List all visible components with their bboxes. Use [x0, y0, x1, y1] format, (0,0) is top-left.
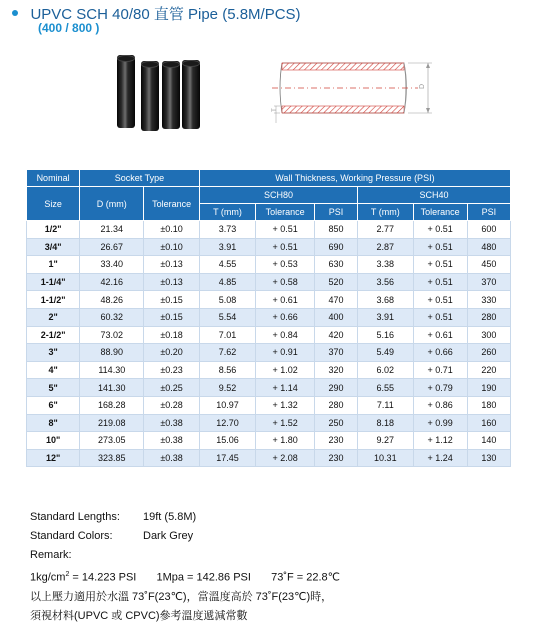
cell-size: 1-1/4": [27, 273, 80, 291]
cell-d-mm: 114.30: [80, 361, 144, 379]
cell-d-tolerance: ±0.38: [144, 432, 199, 450]
header-nominal: Nominal: [27, 170, 80, 187]
header-sch80-tolerance: Tolerance: [256, 204, 315, 221]
cell-d-tolerance: ±0.13: [144, 256, 199, 274]
cell-sch80-psi: 320: [314, 361, 357, 379]
cell-d-mm: 21.34: [80, 221, 144, 239]
cell-size: 6": [27, 396, 80, 414]
remark-label: Remark:: [30, 549, 72, 561]
page-title: UPVC SCH 40/80 直管 Pipe (5.8M/PCS): [30, 6, 301, 23]
cell-sch80-t: 3.91: [199, 238, 255, 256]
cell-d-mm: 88.90: [80, 344, 144, 362]
cell-size: 5": [27, 379, 80, 397]
cell-sch40-psi: 370: [467, 273, 510, 291]
cell-sch80-psi: 470: [314, 291, 357, 309]
cell-sch80-psi: 400: [314, 308, 357, 326]
table-row: [27, 361, 511, 379]
header-d-tolerance: Tolerance: [144, 187, 199, 221]
cell-sch40-psi: 600: [467, 221, 510, 239]
cell-sch80-psi: 850: [314, 221, 357, 239]
header-sch80-psi: PSI: [314, 204, 357, 221]
cell-sch40-tolerance: + 0.66: [413, 344, 467, 362]
cell-sch80-psi: 420: [314, 326, 357, 344]
cell-sch80-t: 10.97: [199, 396, 255, 414]
pipe-icon: [141, 61, 159, 131]
conversion-mpa: 1Mpa = 142.86 PSI: [156, 571, 251, 584]
conversion-kg-suffix: = 14.223 PSI: [69, 571, 137, 584]
pipe-icon: [182, 60, 200, 129]
header-sch80-t: T (mm): [199, 204, 255, 221]
cell-d-mm: 323.85: [80, 449, 144, 467]
cell-d-tolerance: ±0.23: [144, 361, 199, 379]
cell-sch80-tolerance: + 0.53: [256, 256, 315, 274]
cell-sch40-psi: 160: [467, 414, 510, 432]
table-row: [27, 396, 511, 414]
cell-sch40-t: 3.38: [358, 256, 413, 274]
cell-sch40-psi: 220: [467, 361, 510, 379]
cell-d-tolerance: ±0.18: [144, 326, 199, 344]
header-size: Size: [27, 187, 80, 221]
table-row: [27, 432, 511, 450]
cell-sch80-tolerance: + 1.80: [256, 432, 315, 450]
cell-sch40-psi: 140: [467, 432, 510, 450]
cell-sch80-psi: 230: [314, 432, 357, 450]
cell-sch40-t: 6.02: [358, 361, 413, 379]
cell-d-mm: 33.40: [80, 256, 144, 274]
page-subtitle: (400 / 800 ): [38, 21, 100, 35]
header-sch40-tolerance: Tolerance: [413, 204, 467, 221]
cell-d-tolerance: ±0.25: [144, 379, 199, 397]
cell-size: 4": [27, 361, 80, 379]
cell-sch80-tolerance: + 1.52: [256, 414, 315, 432]
cell-size: 1/2": [27, 221, 80, 239]
cell-d-tolerance: ±0.13: [144, 273, 199, 291]
header-sch40: SCH40: [358, 187, 511, 204]
cell-size: 1": [27, 256, 80, 274]
cell-sch40-t: 9.27: [358, 432, 413, 450]
cell-sch40-tolerance: + 0.51: [413, 221, 467, 239]
table-row: [27, 326, 511, 344]
cell-sch40-psi: 330: [467, 291, 510, 309]
cell-sch40-tolerance: + 0.79: [413, 379, 467, 397]
cell-sch80-tolerance: + 0.51: [256, 221, 315, 239]
cell-sch80-t: 4.55: [199, 256, 255, 274]
header-sch80: SCH80: [199, 187, 357, 204]
cell-sch80-t: 12.70: [199, 414, 255, 432]
cell-sch80-t: 3.73: [199, 221, 255, 239]
cell-sch40-psi: 300: [467, 326, 510, 344]
conversion-row: [30, 565, 340, 588]
cell-size: 3": [27, 344, 80, 362]
cell-d-mm: 219.08: [80, 414, 144, 432]
cell-sch80-tolerance: + 0.58: [256, 273, 315, 291]
cell-sch40-tolerance: + 0.71: [413, 361, 467, 379]
cell-sch40-tolerance: + 0.51: [413, 291, 467, 309]
notes-section: [30, 508, 340, 626]
cell-sch40-t: 3.56: [358, 273, 413, 291]
cell-d-mm: 273.05: [80, 432, 144, 450]
cell-d-tolerance: ±0.28: [144, 396, 199, 414]
cell-d-tolerance: ±0.15: [144, 291, 199, 309]
cell-sch40-tolerance: + 0.51: [413, 273, 467, 291]
cell-sch40-t: 2.77: [358, 221, 413, 239]
cell-sch40-psi: 280: [467, 308, 510, 326]
table-row: [27, 273, 511, 291]
table-row: [27, 238, 511, 256]
pipe-section-diagram: [268, 55, 438, 130]
pressure-note-line-2: 須視材料(UPVC 或 CPVC)參考溫度遞減常數: [30, 609, 248, 622]
conversion-kg-sup: 2: [65, 571, 70, 578]
header-socket-type: Socket Type: [80, 170, 200, 187]
standard-colors-value: Dark Grey: [143, 530, 194, 542]
cell-sch80-t: 5.08: [199, 291, 255, 309]
table-row: [27, 379, 511, 397]
table-row: [27, 256, 511, 274]
cell-sch80-tolerance: + 1.02: [256, 361, 315, 379]
standard-lengths-label: Standard Lengths:: [30, 511, 120, 523]
cell-sch40-t: 3.68: [358, 291, 413, 309]
cell-sch40-psi: 450: [467, 256, 510, 274]
cell-sch80-t: 4.85: [199, 273, 255, 291]
cell-sch80-t: 8.56: [199, 361, 255, 379]
cell-size: 3/4": [27, 238, 80, 256]
cell-d-tolerance: ±0.20: [144, 344, 199, 362]
cell-sch80-tolerance: + 0.91: [256, 344, 315, 362]
table-row: [27, 308, 511, 326]
cell-sch40-psi: 180: [467, 396, 510, 414]
conversion-temp: 73˚F = 22.8℃: [271, 571, 340, 584]
header-sch40-t: T (mm): [358, 204, 413, 221]
cell-sch80-psi: 250: [314, 414, 357, 432]
cell-sch40-psi: 480: [467, 238, 510, 256]
cell-sch80-t: 9.52: [199, 379, 255, 397]
cell-sch80-psi: 520: [314, 273, 357, 291]
header-d-mm: D (mm): [80, 187, 144, 221]
cell-sch80-psi: 690: [314, 238, 357, 256]
cell-sch40-t: 7.11: [358, 396, 413, 414]
cell-sch40-tolerance: + 0.51: [413, 256, 467, 274]
bullet-icon: [12, 10, 18, 16]
cell-sch40-tolerance: + 0.51: [413, 238, 467, 256]
cell-sch40-psi: 260: [467, 344, 510, 362]
standard-colors-label: Standard Colors:: [30, 530, 113, 542]
cell-d-mm: 141.30: [80, 379, 144, 397]
cell-d-tolerance: ±0.10: [144, 238, 199, 256]
cell-sch80-psi: 370: [314, 344, 357, 362]
cell-sch80-tolerance: + 2.08: [256, 449, 315, 467]
cell-sch80-t: 17.45: [199, 449, 255, 467]
cell-sch40-psi: 190: [467, 379, 510, 397]
cell-d-mm: 42.16: [80, 273, 144, 291]
cell-d-tolerance: ±0.38: [144, 449, 199, 467]
cell-d-tolerance: ±0.15: [144, 308, 199, 326]
header-sch40-psi: PSI: [467, 204, 510, 221]
standard-lengths-value: 19ft (5.8M): [143, 511, 197, 523]
cell-sch80-psi: 280: [314, 396, 357, 414]
cell-sch80-tolerance: + 0.84: [256, 326, 315, 344]
cell-sch80-tolerance: + 1.32: [256, 396, 315, 414]
table-row: [27, 449, 511, 467]
cell-sch40-t: 10.31: [358, 449, 413, 467]
spec-table-body: [27, 221, 511, 467]
conversion-kg-prefix: 1kg/cm: [30, 571, 66, 584]
cell-size: 10": [27, 432, 80, 450]
cell-d-tolerance: ±0.10: [144, 221, 199, 239]
cell-d-mm: 60.32: [80, 308, 144, 326]
cell-sch40-tolerance: + 0.99: [413, 414, 467, 432]
table-row: [27, 221, 511, 239]
cell-size: 2": [27, 308, 80, 326]
cell-sch80-tolerance: + 0.66: [256, 308, 315, 326]
cell-sch80-tolerance: + 0.61: [256, 291, 315, 309]
header-wall-thickness: Wall Thickness, Working Pressure (PSI): [199, 170, 510, 187]
table-row: [27, 344, 511, 362]
cell-sch80-t: 7.62: [199, 344, 255, 362]
diagram-d-label: D: [419, 83, 427, 90]
table-row: [27, 291, 511, 309]
table-row: [27, 414, 511, 432]
cell-size: 1-1/2": [27, 291, 80, 309]
cell-sch80-t: 15.06: [199, 432, 255, 450]
standard-colors-row: [30, 527, 340, 546]
cell-sch40-tolerance: + 0.61: [413, 326, 467, 344]
cell-sch80-tolerance: + 1.14: [256, 379, 315, 397]
cell-d-tolerance: ±0.38: [144, 414, 199, 432]
cell-sch40-tolerance: + 0.86: [413, 396, 467, 414]
cell-size: 8": [27, 414, 80, 432]
cell-sch80-t: 5.54: [199, 308, 255, 326]
cell-sch40-t: 6.55: [358, 379, 413, 397]
cell-sch80-tolerance: + 0.51: [256, 238, 315, 256]
cell-sch40-t: 2.87: [358, 238, 413, 256]
cell-d-mm: 168.28: [80, 396, 144, 414]
cell-d-mm: 73.02: [80, 326, 144, 344]
pipe-icon: [117, 55, 135, 128]
cell-sch40-t: 3.91: [358, 308, 413, 326]
cell-sch40-t: 5.49: [358, 344, 413, 362]
pipe-icon: [162, 61, 180, 129]
cell-sch80-psi: 230: [314, 449, 357, 467]
cell-d-mm: 26.67: [80, 238, 144, 256]
cell-size: 2-1/2": [27, 326, 80, 344]
cell-sch40-t: 8.18: [358, 414, 413, 432]
cell-d-mm: 48.26: [80, 291, 144, 309]
cell-sch80-t: 7.01: [199, 326, 255, 344]
spec-table: [26, 169, 511, 467]
cell-size: 12": [27, 449, 80, 467]
standard-lengths-row: [30, 508, 340, 527]
cell-sch80-psi: 630: [314, 256, 357, 274]
cell-sch40-tolerance: + 1.24: [413, 449, 467, 467]
cell-sch40-tolerance: + 1.12: [413, 432, 467, 450]
diagram-t-label: T: [271, 108, 278, 112]
cell-sch40-t: 5.16: [358, 326, 413, 344]
cell-sch40-psi: 130: [467, 449, 510, 467]
pressure-note-line-1: 以上壓力適用於水溫 73˚F(23℃)，當溫度高於 73˚F(23℃)時，: [30, 590, 333, 603]
cell-sch40-tolerance: + 0.51: [413, 308, 467, 326]
cell-sch80-psi: 290: [314, 379, 357, 397]
